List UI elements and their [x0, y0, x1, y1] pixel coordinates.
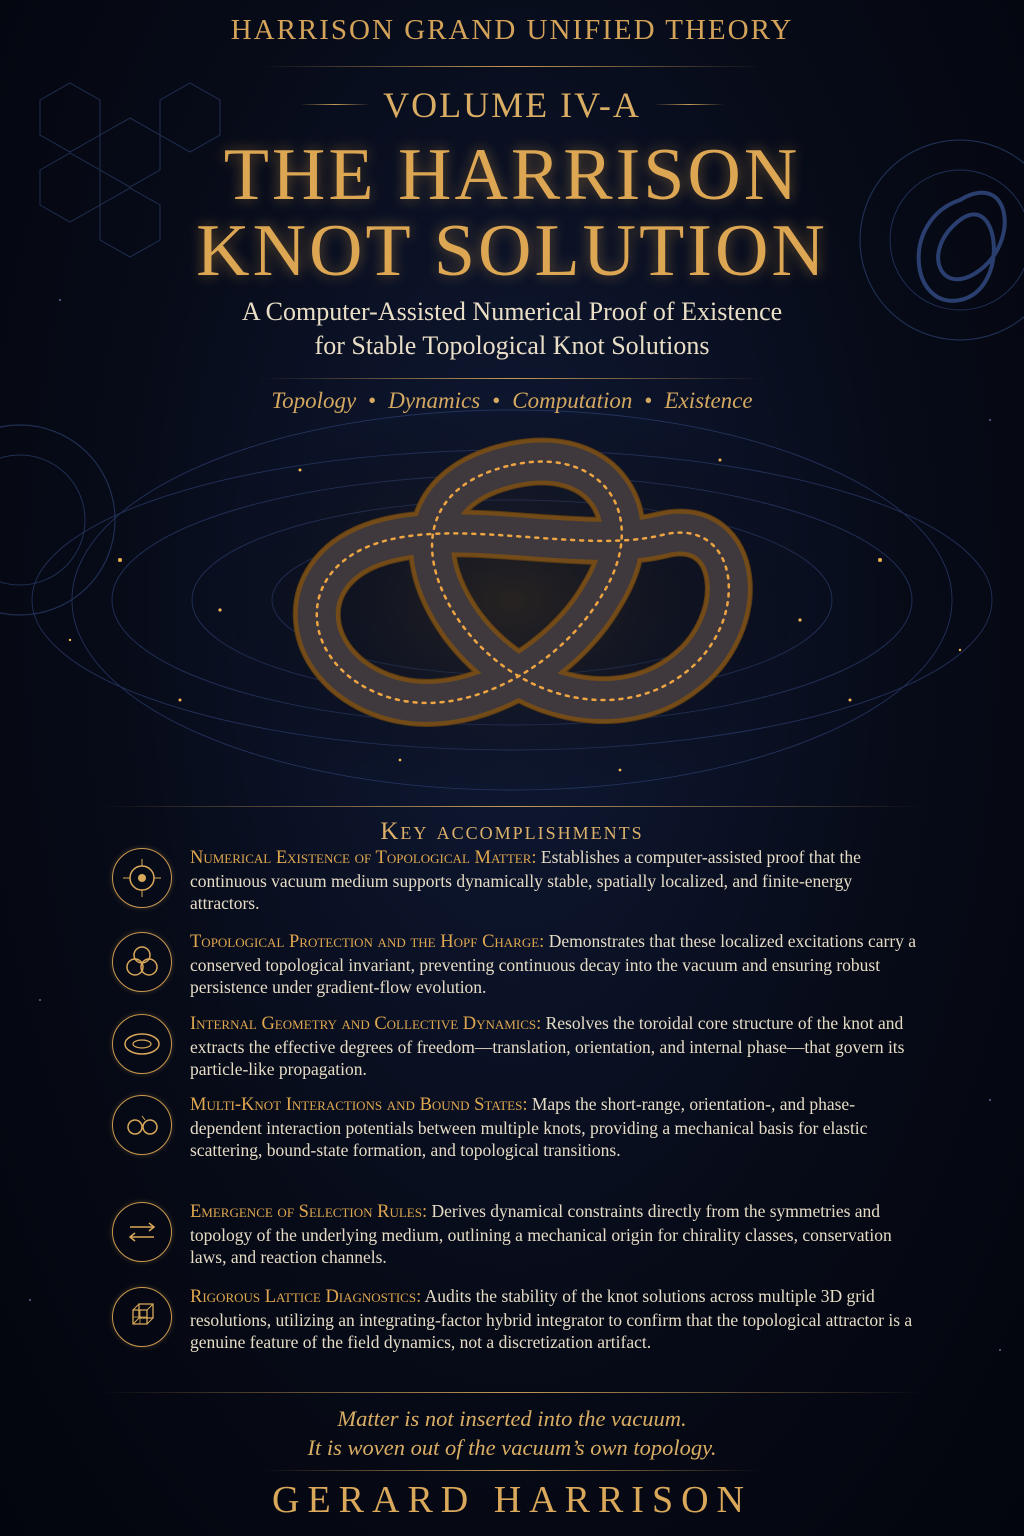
accomplishment-text: [190, 1093, 920, 1162]
accomplishment-body: Maps the short-range, orientation-, and phase-dependent interaction potentials between multiple knots, providing a mechanical basis for elastic scattering, bound-state formation, and topological transitions.: [190, 1094, 868, 1160]
atom-target-icon: [112, 848, 172, 908]
lattice-cube-icon: [112, 1287, 172, 1347]
accomplishment-heading: Internal Geometry and Collective Dynamics:: [190, 1014, 542, 1034]
bullet-separator: •: [492, 388, 501, 413]
quote-line-2: It is woven out of the vacuum’s own topology.: [307, 1435, 717, 1460]
series-title: HARRISON GRAND UNIFIED THEORY: [230, 14, 794, 46]
bullet-separator: •: [368, 388, 377, 413]
tag-existence: Existence: [664, 388, 753, 413]
accomplishment-text: [190, 1200, 920, 1269]
linked-rings-icon: [112, 1095, 172, 1155]
torus-icon: [112, 1014, 172, 1074]
quote-line-1: Matter is not inserted into the vacuum.: [337, 1406, 687, 1431]
author-divider: [262, 1470, 762, 1471]
closing-quote: [0, 1404, 1024, 1462]
trefoil-knot-icon: [112, 932, 172, 992]
accomplishment-heading: Multi-Knot Interactions and Bound States:: [190, 1095, 528, 1115]
author-name: GERARD HARRISON: [272, 1479, 752, 1521]
accomplishment-body: Establishes a computer-assisted proof that the continuous vacuum medium supports dynamically stable, spatially localized, and finite-energy attractors.: [190, 847, 861, 913]
subtitle-line-1: A Computer-Assisted Numerical Proof of Existence: [241, 297, 783, 326]
tag-topology: Topology: [271, 388, 357, 413]
topic-tags: [0, 388, 1024, 414]
accomplishments-top-divider: [100, 806, 924, 807]
accomplishment-body: Derives dynamical constraints directly from the symmetries and topology of the underlying medium, outlining a mechanical origin for chirality classes, conservation laws, and reaction channels.: [190, 1201, 892, 1267]
volume-label: VOLUME IV-A: [383, 85, 641, 125]
accomplishment-body: Resolves the toroidal core structure of the knot and extracts the effective degrees of freedom—translation, orientation, and internal phase—that govern its particle-like propagation.: [190, 1013, 905, 1079]
title-line-1: THE HARRISON: [223, 134, 801, 216]
accomplishment-heading: Numerical Existence of Topological Matter:: [190, 848, 537, 868]
subtitle: [0, 295, 1024, 363]
trefoil-knot-illustration: [262, 425, 762, 775]
accomplishments-title: Key accomplishments: [380, 818, 644, 845]
accomplishment-heading: Topological Protection and the Hopf Charge:: [190, 932, 545, 952]
quote-divider: [100, 1392, 924, 1393]
accomplishment-text: [190, 1285, 920, 1354]
accomplishment-body: Demonstrates that these localized excitations carry a conserved topological invariant, preventing continuous decay into the vacuum and ensuring robust persistence under gradient-flow evolution.: [190, 931, 917, 997]
accomplishment-text: [190, 1012, 920, 1081]
tag-dynamics: Dynamics: [388, 388, 481, 413]
title-line-2: KNOT SOLUTION: [196, 210, 828, 292]
accomplishment-heading: Emergence of Selection Rules:: [190, 1202, 428, 1222]
tag-computation: Computation: [512, 388, 633, 413]
accomplishment-body: Audits the stability of the knot solutions across multiple 3D grid resolutions, utilizing an integrating-factor hybrid integrator to confirm that the topological attractor is a genuine feature of the field dynamics, not a discretization artifact.: [190, 1286, 913, 1352]
subtitle-line-2: for Stable Topological Knot Solutions: [314, 331, 710, 360]
accomplishment-heading: Rigorous Lattice Diagnostics:: [190, 1287, 422, 1307]
accomplishment-text: [190, 930, 920, 999]
exchange-arrows-icon: [112, 1202, 172, 1262]
series-divider: [262, 66, 762, 67]
accomplishment-text: [190, 846, 920, 915]
subtitle-divider: [262, 378, 762, 379]
bullet-separator: •: [644, 388, 653, 413]
